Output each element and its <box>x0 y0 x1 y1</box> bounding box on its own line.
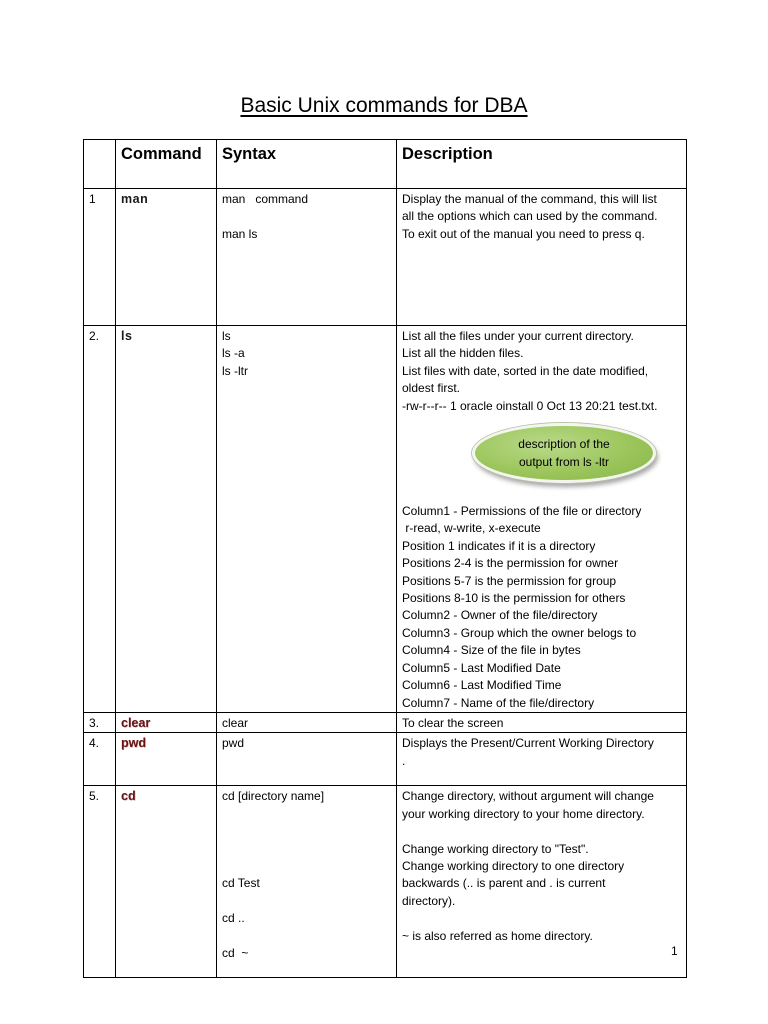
text-line: Column4 - Size of the file in bytes <box>402 643 581 658</box>
row-number: 3. <box>84 712 116 732</box>
header-command: Command <box>116 140 217 189</box>
text-line: Column6 - Last Modified Time <box>402 678 562 693</box>
text-line: To clear the screen <box>402 715 504 730</box>
text-line: Change directory, without argument will change <box>402 789 654 804</box>
syntax-cell <box>217 326 397 713</box>
text-line: Column1 - Permissions of the file or directory <box>402 504 642 519</box>
text-line: Display the manual of the command, this will list <box>402 192 657 206</box>
text-line: List all the hidden files. <box>402 346 524 361</box>
text-line: Column5 - Last Modified Date <box>402 660 561 675</box>
text-line: cd ~ <box>222 945 249 960</box>
header-number <box>84 140 116 189</box>
text-line: cd [directory name] <box>222 789 325 804</box>
description-cell <box>397 712 687 732</box>
syntax-cell <box>217 189 397 326</box>
text-line: Column3 - Group which the owner belogs to <box>402 625 637 640</box>
text-line: To exit out of the manual you need to press q. <box>402 226 645 241</box>
syntax-cell <box>217 733 397 786</box>
text-line: all the options which can used by the command. <box>402 209 658 224</box>
text-line: ls -ltr <box>222 363 248 378</box>
table-row-cd <box>84 786 687 978</box>
text-line <box>222 858 391 875</box>
command-name: man <box>116 189 217 326</box>
table-row-ls <box>84 326 687 713</box>
description-lines <box>402 328 681 415</box>
description-cell <box>397 189 687 326</box>
table-row-man <box>84 189 687 326</box>
text-line <box>222 823 391 840</box>
text-line: -rw-r--r-- 1 oracle oinstall 0 Oct 13 20:21 test.txt. <box>402 398 658 413</box>
text-line: man command <box>222 192 309 206</box>
description-cell <box>397 733 687 786</box>
text-line: backwards (.. is parent and . is current <box>402 876 606 891</box>
description-cell <box>397 786 687 978</box>
row-number: 1 <box>84 189 116 326</box>
text-line <box>222 841 391 858</box>
text-line: r-read, w-write, x-execute <box>402 521 541 536</box>
table-row-clear <box>84 712 687 732</box>
text-line: man ls <box>222 226 258 241</box>
text-line: ls -a <box>222 346 245 361</box>
description-cell <box>397 326 687 713</box>
callout-line: output from ls -ltr <box>518 455 610 470</box>
text-line: Change working directory to "Test". <box>402 841 589 856</box>
text-line: Positions 8-10 is the permission for others <box>402 591 626 606</box>
text-line: . <box>402 753 406 768</box>
description-details <box>402 503 681 712</box>
callout-line: description of the <box>518 437 610 452</box>
text-line: ls <box>222 329 231 343</box>
text-line <box>222 927 391 944</box>
text-line: your working directory to your home directory. <box>402 806 645 821</box>
table-row-pwd <box>84 733 687 786</box>
text-line: Position 1 indicates if it is a directory <box>402 538 596 553</box>
text-line <box>402 823 681 840</box>
header-description: Description <box>397 140 687 189</box>
text-line: directory). <box>402 893 456 908</box>
text-line: clear <box>222 715 249 730</box>
text-line: Positions 2-4 is the permission for owner <box>402 556 619 571</box>
text-line: Column7 - Name of the file/directory <box>402 695 595 710</box>
text-line <box>222 893 391 910</box>
header-syntax: Syntax <box>217 140 397 189</box>
text-line: cd .. <box>222 911 245 926</box>
text-line: oldest first. <box>402 381 461 396</box>
text-line: Positions 5-7 is the permission for group <box>402 573 617 588</box>
table-header-row <box>84 140 687 189</box>
command-name: pwd <box>116 733 217 786</box>
text-line: Change working directory to one directory <box>402 858 625 873</box>
text-line: ~ is also referred as home directory. <box>402 928 593 943</box>
commands-table <box>83 139 687 978</box>
callout-area <box>402 415 681 503</box>
text-line: List files with date, sorted in the date modified, <box>402 363 649 378</box>
row-number: 5. <box>84 786 116 978</box>
row-number: 2. <box>84 326 116 713</box>
text-line: pwd <box>222 736 245 751</box>
page-number: 1 <box>671 944 678 958</box>
text-line <box>222 208 391 225</box>
command-name: clear <box>116 712 217 732</box>
command-name: ls <box>116 326 217 713</box>
syntax-cell <box>217 786 397 978</box>
text-line: Displays the Present/Current Working Directory <box>402 736 654 751</box>
command-name: cd <box>116 786 217 978</box>
text-line: cd Test <box>222 876 260 891</box>
text-line: List all the files under your current directory. <box>402 329 634 343</box>
syntax-cell <box>217 712 397 732</box>
text-line: Column2 - Owner of the file/directory <box>402 608 598 623</box>
callout-bubble <box>472 423 656 483</box>
text-line <box>402 910 681 927</box>
text-line <box>222 806 391 823</box>
row-number: 4. <box>84 733 116 786</box>
document-title: Basic Unix commands for DBA <box>240 94 528 117</box>
